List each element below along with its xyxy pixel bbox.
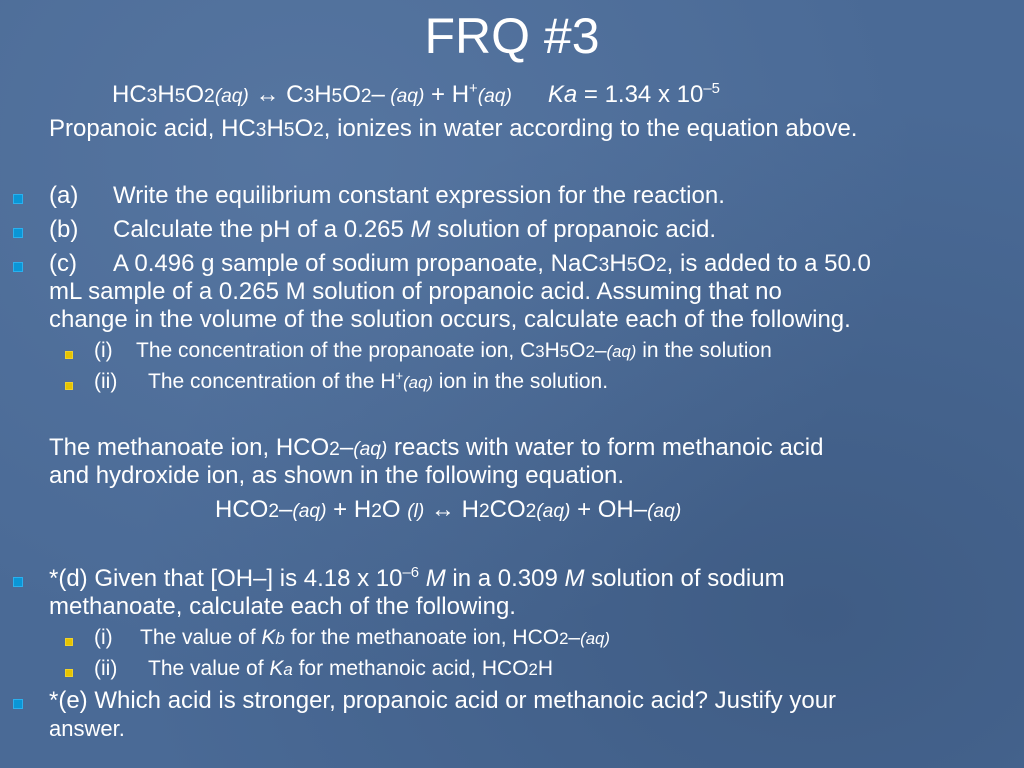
eq-subscript: 2 [525, 501, 537, 522]
equilibrium-arrow: ↔ [424, 496, 462, 523]
eq-subscript: 2 [268, 501, 280, 522]
eq-state: (aq) [536, 501, 571, 522]
subscript: 2 [313, 120, 324, 141]
eq-text: O [342, 81, 361, 108]
ka-exponent: –5 [703, 81, 720, 97]
part-text: in a 0.309 [445, 565, 565, 592]
intro-part: O [294, 115, 314, 142]
para-text: reacts with water to form methanoic acid [387, 434, 824, 461]
sub-bullet-icon [65, 382, 73, 390]
eq-text: + H [326, 496, 372, 523]
bullet-icon [13, 228, 23, 238]
eq-state: (aq) [214, 86, 249, 107]
k-symbol: K [261, 626, 276, 649]
sub-text: O [569, 339, 586, 362]
part-text: Write the equilibrium constant expression for the reaction. [113, 182, 725, 209]
eq-superscript: + [469, 81, 478, 97]
sub-text: The concentration of the H [148, 370, 396, 393]
sub-text: in the solution [636, 339, 772, 362]
subscript: 2 [329, 439, 340, 460]
k-subscript: a [283, 660, 293, 679]
intro-text [49, 116, 857, 144]
sub-bullet-icon [65, 669, 73, 677]
part-d-line2: methanoate, calculate each of the following. [49, 593, 516, 620]
part-d-i [94, 626, 610, 651]
intro-part: , ionizes in water according to the equation above. [323, 115, 858, 142]
part-text: O [637, 250, 656, 277]
methanoate-line1 [49, 435, 823, 463]
molarity-symbol: M [410, 216, 431, 243]
sub-text: H [537, 657, 554, 680]
state-label: (aq) [580, 629, 610, 648]
part-c-i [94, 339, 772, 364]
sub-bullet-icon [65, 638, 73, 646]
bullet-icon [13, 699, 23, 709]
eq-subscript: 3 [146, 86, 158, 107]
eq-text: + OH– [570, 496, 648, 523]
part-text: A 0.496 g sample of sodium propanoate, NaC [113, 250, 599, 277]
eq-state: (aq) [647, 501, 682, 522]
eq-subscript: 3 [303, 86, 315, 107]
sub-label: (i) [94, 626, 113, 649]
eq-text: H [157, 81, 175, 108]
subscript: 2 [559, 629, 569, 648]
exponent: –6 [402, 565, 420, 581]
para-text: The methanoate ion, HCO [49, 434, 330, 461]
subscript: 3 [255, 120, 267, 141]
equilibrium-equation [112, 82, 720, 110]
subscript: 3 [598, 255, 610, 276]
eq-state: (aq) [384, 86, 425, 107]
sub-bullet-icon [65, 351, 73, 359]
intro-part: Propanoic acid, HC [49, 115, 256, 142]
subscript: 5 [559, 342, 570, 361]
subscript: 5 [283, 120, 295, 141]
bullet-icon [13, 262, 23, 272]
eq-text: H [314, 81, 332, 108]
eq-subscript: 2 [204, 86, 215, 107]
k-symbol: K [269, 657, 284, 680]
state-label: (aq) [403, 373, 433, 392]
part-text: Calculate the pH of a 0.265 [113, 216, 411, 243]
part-e-line1 [49, 688, 836, 714]
sub-text: The value of [148, 657, 270, 680]
sub-text: The concentration of the propanoate ion, C [136, 339, 536, 362]
part-label: (b) [49, 216, 79, 243]
part-text: Given that [OH–] is 4.18 x 10 [87, 565, 403, 592]
intro-part: H [266, 115, 284, 142]
part-label: (a) [49, 182, 79, 209]
sub-text: for the methanoate ion, HCO [284, 626, 560, 649]
bullet-icon [13, 577, 23, 587]
part-d-ii [94, 657, 553, 682]
state-label: (aq) [353, 439, 388, 460]
ka-label: Ka [547, 81, 578, 108]
eq-text: H [461, 496, 479, 523]
sub-label: (ii) [94, 657, 118, 680]
eq-text: + H [424, 81, 470, 108]
part-c-line2: mL sample of a 0.265 M solution of propanoic acid. Assuming that no [49, 278, 782, 305]
molarity-symbol: M [419, 565, 446, 592]
eq-subscript: 2 [478, 501, 490, 522]
part-text: solution of sodium [584, 565, 785, 592]
subscript: 2 [528, 660, 538, 679]
part-text: H [609, 250, 627, 277]
bullet-icon [13, 194, 23, 204]
equilibrium-arrow: ↔ [248, 81, 287, 108]
eq-subscript: 5 [331, 86, 343, 107]
part-c-line1 [49, 251, 871, 279]
part-label: *(d) [49, 565, 88, 592]
part-d-line1 [49, 566, 785, 592]
part-a [49, 183, 725, 209]
methanoate-line2: and hydroxide ion, as shown in the following equation. [49, 462, 625, 489]
part-text: Which acid is stronger, propanoic acid or methanoic acid? Justify your [87, 687, 837, 714]
k-subscript: b [275, 629, 285, 648]
eq-state: (aq) [477, 86, 512, 107]
eq-text: O [381, 496, 408, 523]
sub-text: for methanoic acid, HCO [292, 657, 529, 680]
eq-text: – [279, 496, 293, 523]
part-c-line3: change in the volume of the solution occurs, calculate each of the following. [49, 306, 851, 333]
state-label: (aq) [606, 342, 637, 361]
sub-label: (ii) [94, 370, 118, 393]
eq-subscript: 2 [360, 86, 372, 107]
part-text: , is added to a 50.0 [666, 250, 871, 277]
sub-text: – [568, 626, 581, 649]
part-e-line2: answer. [49, 716, 125, 741]
sub-text: ion in the solution. [432, 370, 609, 393]
eq-text: – [371, 81, 385, 108]
subscript: 5 [626, 255, 638, 276]
part-label: *(e) [49, 687, 88, 714]
sub-text: H [544, 339, 560, 362]
subscript: 3 [535, 342, 545, 361]
part-text: solution of propanoic acid. [430, 216, 717, 243]
part-b [49, 217, 716, 243]
sub-text: The value of [140, 626, 262, 649]
para-text: – [339, 434, 354, 461]
superscript: + [395, 368, 404, 383]
ka-value: = 1.34 x 10 [577, 81, 704, 108]
part-label: (c) [49, 250, 77, 277]
part-c-ii [94, 370, 608, 395]
sub-label: (i) [94, 339, 113, 362]
eq-subscript: 2 [371, 501, 382, 522]
eq-subscript: 5 [174, 86, 186, 107]
subscript: 2 [585, 342, 595, 361]
subscript: 2 [656, 255, 667, 276]
eq-text: C [286, 81, 304, 108]
eq-state: (l) [407, 501, 425, 522]
eq-text: HC [112, 81, 147, 108]
eq-state: (aq) [292, 501, 327, 522]
eq-text: CO [489, 496, 526, 523]
sub-text: – [594, 339, 607, 362]
eq-text: O [185, 81, 205, 108]
slide-title: FRQ #3 [424, 8, 600, 64]
eq-text: HCO [215, 496, 269, 523]
methanoate-equation [215, 497, 681, 525]
molarity-symbol: M [564, 565, 585, 592]
